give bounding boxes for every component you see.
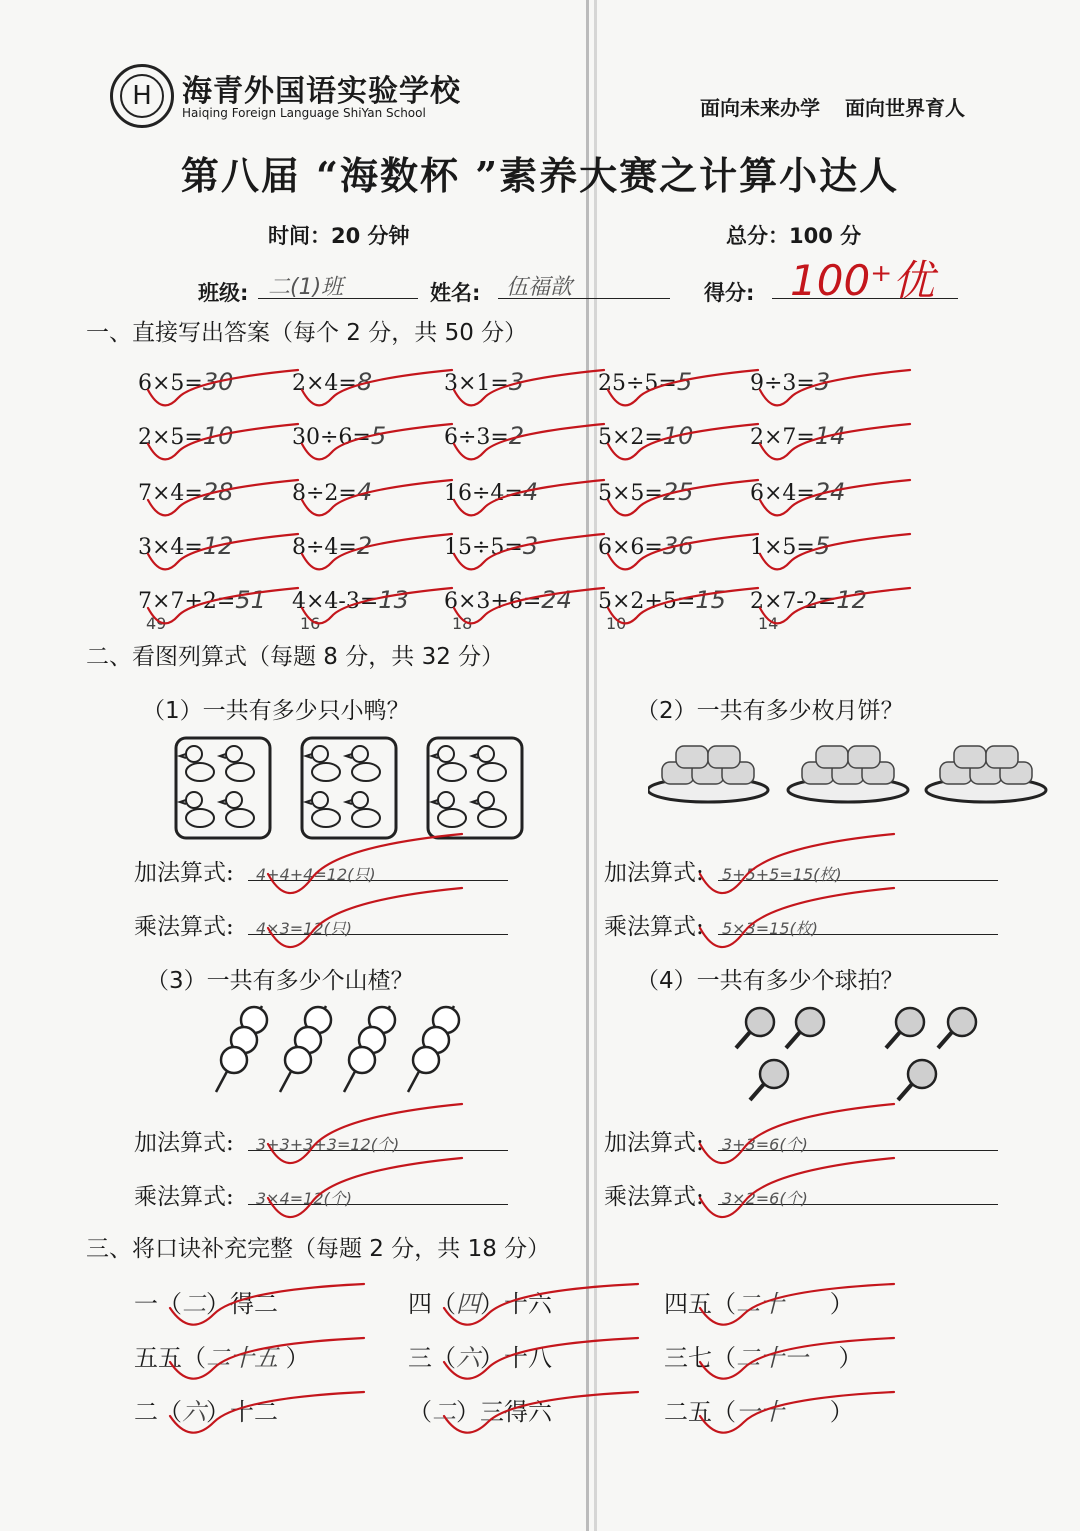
hawthorn-skewers-illustration	[210, 1000, 470, 1100]
q4-add-label: 加法算式:	[604, 1130, 704, 1156]
arithmetic-problem	[138, 532, 233, 560]
rhyme-text: ）十八	[480, 1344, 552, 1372]
problem-answer: 15	[695, 586, 726, 614]
q2-add-label: 加法算式:	[604, 860, 704, 886]
rhyme-text: 一（	[134, 1290, 182, 1318]
school-name-en: Haiqing Foreign Language ShiYan School	[182, 106, 426, 120]
arithmetic-problem	[292, 422, 386, 450]
rhyme-answer: 六	[182, 1398, 206, 1426]
problem-answer: 4	[522, 478, 539, 506]
mooncake-icon	[986, 746, 1018, 768]
rhyme-text: 三（	[408, 1344, 456, 1372]
rhyme-item	[134, 1338, 310, 1373]
section3-heading: 三、将口诀补充完整（每题 2 分，共 18 分）	[86, 1236, 551, 1262]
duck-icon	[180, 792, 214, 827]
q4-mul-answer: 3×2=6(个)	[722, 1189, 808, 1208]
arithmetic-problem	[138, 586, 266, 614]
problem-answer: 12	[836, 586, 867, 614]
q3-add-label: 加法算式:	[134, 1130, 234, 1156]
hawthorn-skewer-icon	[216, 1006, 267, 1092]
rhyme-text: ）三得六	[456, 1398, 552, 1426]
problem-expression: 5×2+5=	[598, 589, 696, 614]
q1-add-label: 加法算式:	[134, 860, 234, 886]
problem-answer: 8	[356, 368, 373, 396]
exam-title: 第八届 “海数杯 ”素养大赛之计算小达人	[180, 153, 900, 198]
rhyme-answer: 二	[182, 1290, 206, 1318]
arithmetic-problem	[292, 478, 372, 506]
working-note: 49	[146, 614, 167, 633]
rhyme-text: ）	[784, 1290, 854, 1318]
working-note: 18	[452, 614, 473, 633]
problem-answer: 5	[814, 532, 831, 560]
hawthorn-skewer-icon	[344, 1006, 395, 1092]
duck-icon	[220, 746, 254, 781]
hawthorn-skewer-icon	[280, 1006, 331, 1092]
rhyme-text: 三七（	[664, 1344, 736, 1372]
arithmetic-problem	[444, 532, 538, 560]
score-value: 100⁺优	[790, 256, 935, 305]
problem-answer: 36	[662, 532, 694, 560]
problem-expression: 9÷3=	[750, 371, 815, 396]
problem-answer: 12	[202, 532, 234, 560]
school-logo	[110, 64, 174, 128]
problem-expression: 6×6=	[598, 535, 663, 560]
class-value: 二(1)班	[268, 275, 344, 300]
q4-add-answer: 3+3=6(个)	[722, 1135, 808, 1154]
arithmetic-problem	[750, 422, 845, 450]
duck-icon	[432, 792, 466, 827]
duck-icon	[306, 792, 340, 827]
rhyme-item	[408, 1338, 552, 1373]
racket-icon	[786, 1008, 824, 1048]
duck-icon	[346, 746, 380, 781]
problem-answer: 28	[202, 478, 234, 506]
rhyme-text: ）	[808, 1344, 863, 1372]
problem-answer: 51	[235, 586, 266, 614]
rhyme-answer: 二	[432, 1398, 456, 1426]
problem-expression: 15÷5=	[444, 535, 523, 560]
working-note: 16	[300, 614, 321, 633]
arithmetic-problem	[750, 532, 830, 560]
arithmetic-problem	[444, 368, 524, 396]
name-value: 伍福歆	[506, 275, 573, 300]
q3-mul-label: 乘法算式:	[134, 1184, 234, 1210]
q1-mul-answer: 4×3=12(只)	[256, 919, 353, 938]
arithmetic-problem	[598, 532, 693, 560]
duck-icon	[306, 746, 340, 781]
arithmetic-problem	[444, 478, 538, 506]
mooncake-icon	[676, 746, 708, 768]
rhyme-answer: 一十	[736, 1398, 784, 1426]
rhyme-text: 四（	[408, 1290, 456, 1318]
problem-expression: 6×4=	[750, 481, 815, 506]
duck-box	[428, 738, 522, 838]
q1-mul-label: 乘法算式:	[134, 914, 234, 940]
ducks-illustration	[172, 734, 532, 842]
problem-expression: 8÷4=	[292, 535, 357, 560]
problem-answer: 14	[814, 422, 846, 450]
rhyme-answer: 二十五	[206, 1344, 278, 1372]
problem-expression: 1×5=	[750, 535, 815, 560]
rhyme-text: 四五（	[664, 1290, 736, 1318]
problem-answer: 3	[508, 368, 525, 396]
problem-answer: 25	[662, 478, 694, 506]
problem-expression: 8÷2=	[292, 481, 357, 506]
school-slogan: 面向未来办学 面向世界育人	[700, 96, 965, 120]
q4-mul-label: 乘法算式:	[604, 1184, 704, 1210]
rhyme-text: 二五（	[664, 1398, 736, 1426]
arithmetic-problem	[444, 422, 524, 450]
arithmetic-problem	[750, 368, 830, 396]
arithmetic-problem	[444, 586, 572, 614]
time-limit: 时间：20 分钟	[268, 224, 410, 248]
problem-answer: 10	[662, 422, 694, 450]
logo-letter: H	[120, 74, 164, 118]
problem-answer: 30	[202, 368, 234, 396]
problem-answer: 24	[814, 478, 846, 506]
rhyme-text: ）十六	[480, 1290, 552, 1318]
rackets-illustration	[730, 1000, 1000, 1110]
problem-expression: 3×1=	[444, 371, 509, 396]
q3-add-answer: 3+3+3+3=12(个)	[256, 1135, 400, 1154]
q2-add-answer: 5+5+5=15(枚)	[722, 865, 842, 884]
mooncake-plate	[648, 746, 768, 802]
rhyme-item	[664, 1338, 863, 1373]
problem-answer: 2	[356, 532, 373, 560]
working-note: 10	[606, 614, 627, 633]
q1-add-answer: 4+4+4=12(只)	[256, 865, 376, 884]
hawthorn-skewer-icon	[408, 1006, 459, 1092]
arithmetic-problem	[750, 586, 867, 614]
name-label: 姓名:	[430, 281, 481, 305]
rhyme-text: 五五（	[134, 1344, 206, 1372]
fold-line-shadow	[594, 0, 597, 1531]
mooncake-plate	[788, 746, 908, 802]
rhyme-text: ）得二	[206, 1290, 278, 1318]
racket-icon	[938, 1008, 976, 1048]
problem-expression: 16÷4=	[444, 481, 523, 506]
arithmetic-problem	[292, 532, 372, 560]
rhyme-item	[664, 1392, 854, 1427]
problem-answer: 4	[356, 478, 373, 506]
rhyme-answer: 六	[456, 1344, 480, 1372]
rhyme-item	[134, 1392, 278, 1427]
mooncake-plate	[926, 746, 1046, 802]
problem-expression: 2×4=	[292, 371, 357, 396]
arithmetic-problem	[598, 368, 692, 396]
problem-expression: 5×5=	[598, 481, 663, 506]
problem-expression: 4×4-3=	[292, 589, 379, 614]
rhyme-text: 二（	[134, 1398, 182, 1426]
mooncake-icon	[816, 746, 848, 768]
racket-icon	[886, 1008, 924, 1048]
q3-title: （3）一共有多少个山楂？	[146, 968, 414, 994]
duck-icon	[472, 746, 506, 781]
arithmetic-problem	[598, 478, 693, 506]
problem-answer: 13	[378, 586, 409, 614]
problem-expression: 3×4=	[138, 535, 203, 560]
rhyme-text: ）	[278, 1344, 310, 1372]
duck-icon	[432, 746, 466, 781]
problem-expression: 6÷3=	[444, 425, 509, 450]
problem-answer: 24	[541, 586, 572, 614]
class-label: 班级:	[198, 281, 249, 305]
rhyme-text: ）十二	[206, 1398, 278, 1426]
q2-mul-answer: 5×3=15(枚)	[722, 919, 819, 938]
q1-title: （1）一共有多少只小鸭？	[142, 698, 410, 724]
arithmetic-problem	[292, 368, 372, 396]
problem-expression: 2×7-2=	[750, 589, 837, 614]
total-score: 总分：100 分	[726, 224, 862, 248]
rhyme-text: （	[408, 1398, 432, 1426]
rhyme-answer: 四	[456, 1290, 480, 1318]
duck-icon	[220, 792, 254, 827]
problem-answer: 5	[370, 422, 387, 450]
arithmetic-problem	[598, 586, 726, 614]
problem-answer: 3	[522, 532, 539, 560]
rhyme-item	[408, 1392, 552, 1427]
rhyme-item	[664, 1284, 854, 1319]
problem-expression: 25÷5=	[598, 371, 677, 396]
problem-answer: 3	[814, 368, 831, 396]
working-note: 14	[758, 614, 779, 633]
arithmetic-problem	[292, 586, 409, 614]
rhyme-item	[134, 1284, 278, 1319]
duck-icon	[180, 746, 214, 781]
arithmetic-problem	[138, 368, 233, 396]
score-label: 得分:	[704, 281, 755, 305]
school-name: 海青外国语实验学校	[182, 74, 461, 109]
arithmetic-problem	[138, 478, 233, 506]
arithmetic-problem	[750, 478, 845, 506]
q2-title: （2）一共有多少枚月饼？	[636, 698, 904, 724]
problem-expression: 2×5=	[138, 425, 203, 450]
racket-icon	[736, 1008, 774, 1048]
mooncakes-illustration	[648, 730, 1058, 810]
rhyme-answer: 二十一	[736, 1344, 808, 1372]
rhyme-text: ）	[784, 1398, 854, 1426]
section2-heading: 二、看图列算式（每题 8 分，共 32 分）	[86, 644, 505, 670]
problem-expression: 2×7=	[750, 425, 815, 450]
duck-icon	[346, 792, 380, 827]
problem-answer: 5	[676, 368, 693, 396]
problem-expression: 5×2=	[598, 425, 663, 450]
duck-box	[302, 738, 396, 838]
problem-expression: 30÷6=	[292, 425, 371, 450]
problem-answer: 2	[508, 422, 525, 450]
rhyme-answer: 二十	[736, 1290, 784, 1318]
problem-expression: 7×7+2=	[138, 589, 236, 614]
problem-expression: 6×3+6=	[444, 589, 542, 614]
duck-box	[176, 738, 270, 838]
problem-answer: 10	[202, 422, 234, 450]
racket-icon	[898, 1060, 936, 1100]
mooncake-icon	[848, 746, 880, 768]
arithmetic-problem	[598, 422, 693, 450]
q3-mul-answer: 3×4=12(个)	[256, 1189, 353, 1208]
mooncake-icon	[708, 746, 740, 768]
q4-title: （4）一共有多少个球拍？	[636, 968, 904, 994]
problem-expression: 6×5=	[138, 371, 203, 396]
section1-heading: 一、直接写出答案（每个 2 分，共 50 分）	[86, 320, 528, 346]
mooncake-icon	[954, 746, 986, 768]
racket-icon	[750, 1060, 788, 1100]
problem-expression: 7×4=	[138, 481, 203, 506]
duck-icon	[472, 792, 506, 827]
q2-mul-label: 乘法算式:	[604, 914, 704, 940]
fold-line	[586, 0, 589, 1531]
arithmetic-problem	[138, 422, 233, 450]
rhyme-item	[408, 1284, 552, 1319]
